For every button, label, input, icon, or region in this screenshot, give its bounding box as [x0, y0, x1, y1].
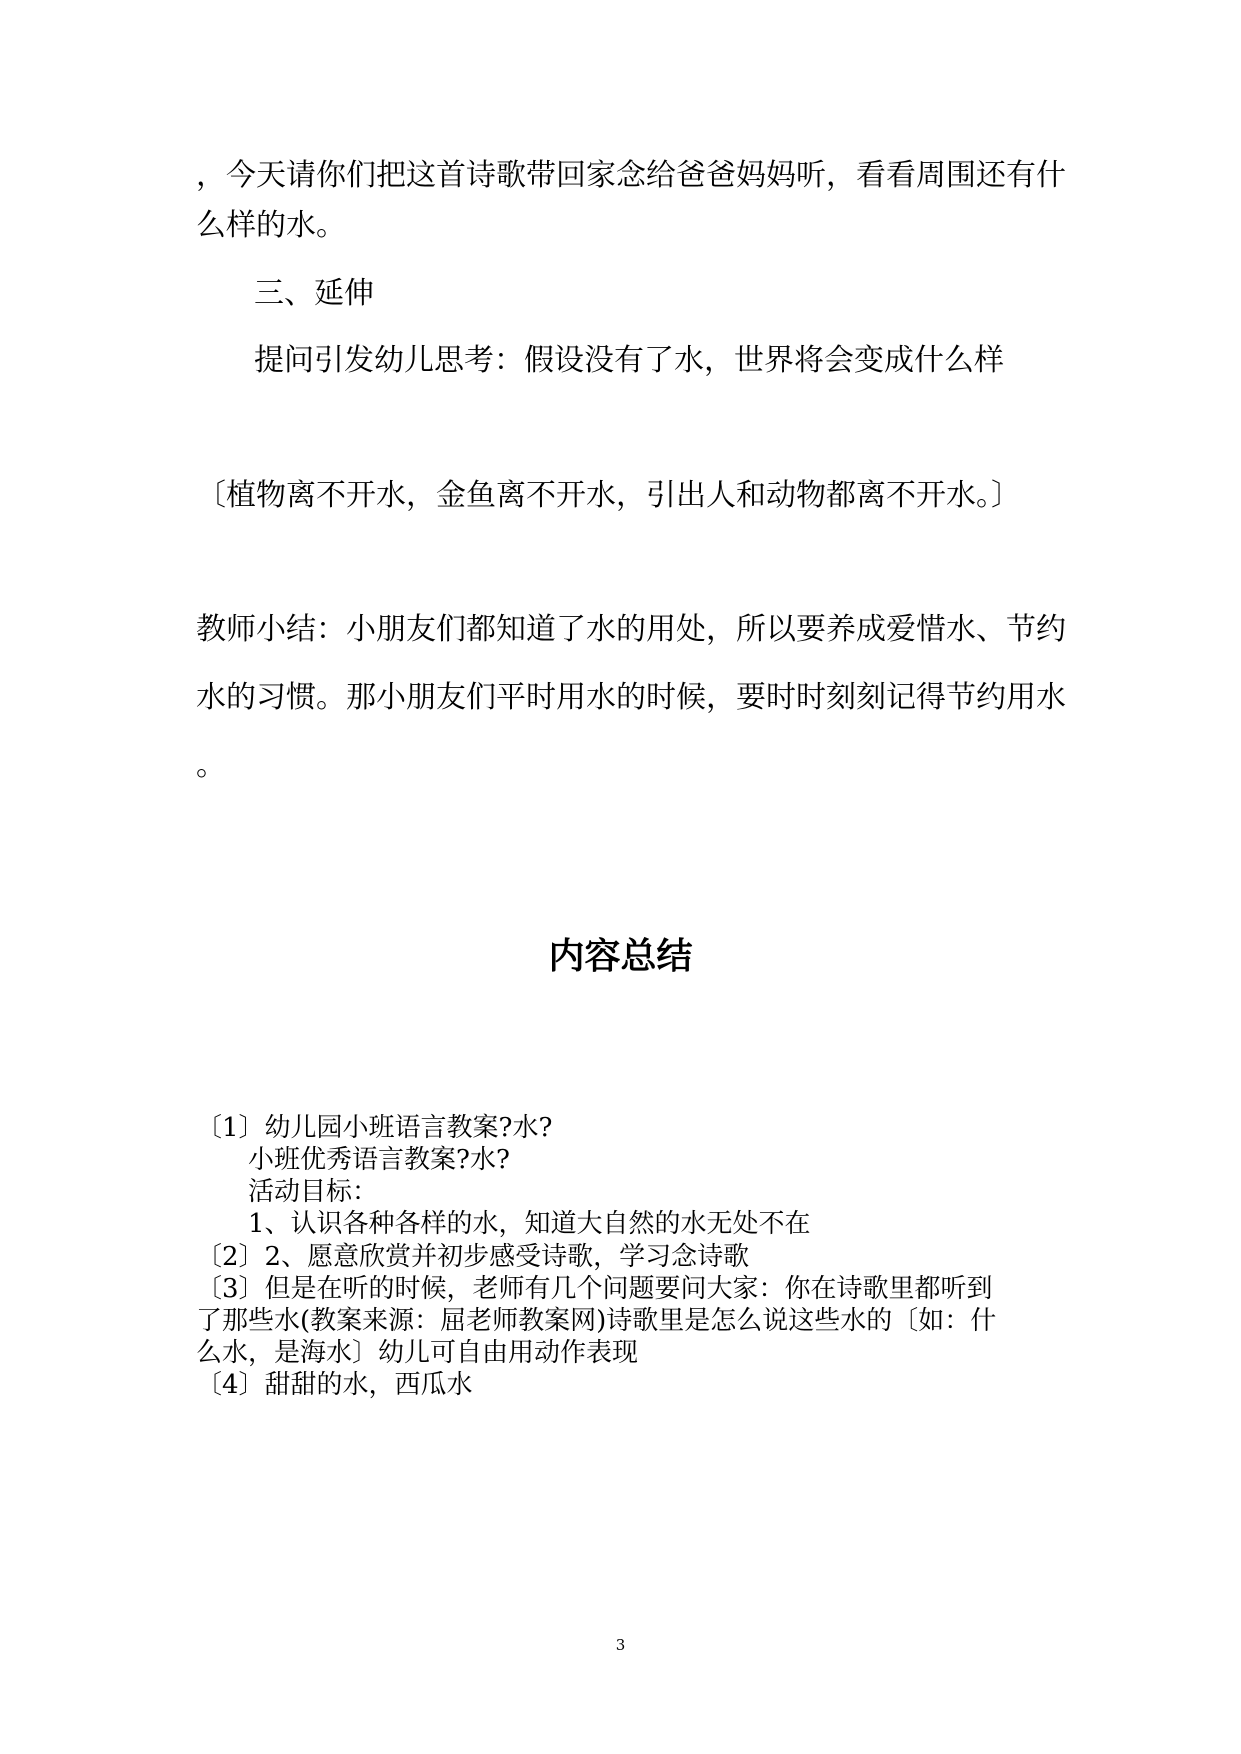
summary-item: 么水，是海水〕幼儿可自由用动作表现 — [196, 1338, 639, 1368]
body-line: 教师小结：小朋友们都知道了水的用处，所以要养成爱惜水、节约 — [196, 612, 1066, 647]
summary-item: 〔2〕2、愿意欣赏并初步感受诗歌，学习念诗歌 — [196, 1242, 750, 1272]
body-line: 提问引发幼儿思考：假设没有了水，世界将会变成什么样 — [254, 343, 1004, 378]
body-line: 水的习惯。那小朋友们平时用水的时候，要时时刻刻记得节约用水 — [196, 680, 1066, 715]
section-heading: 三、延伸 — [254, 276, 374, 311]
summary-item: 1、认识各种各样的水，知道大自然的水无处不在 — [248, 1209, 811, 1239]
summary-item: 小班优秀语言教案?水? — [248, 1145, 510, 1175]
summary-title: 内容总结 — [548, 936, 693, 977]
summary-item: 〔4〕甜甜的水，西瓜水 — [196, 1370, 473, 1400]
body-line: 。 — [196, 748, 226, 783]
body-line: 么样的水。 — [196, 208, 346, 243]
page-number: 3 — [615, 1636, 626, 1654]
summary-item: 活动目标： — [248, 1177, 379, 1207]
body-line: ，今天请你们把这首诗歌带回家念给爸爸妈妈听，看看周围还有什 — [196, 158, 1066, 193]
summary-item: 〔3〕但是在听的时候，老师有几个问题要问大家：你在诗歌里都听到 — [196, 1274, 993, 1304]
body-line: 〔植物离不开水，金鱼离不开水，引出人和动物都离不开水。〕 — [196, 478, 1021, 513]
summary-item: 了那些水(教案来源：屈老师教案网)诗歌里是怎么说这些水的〔如：什 — [196, 1306, 997, 1336]
summary-item: 〔1〕幼儿园小班语言教案?水? — [196, 1113, 553, 1143]
